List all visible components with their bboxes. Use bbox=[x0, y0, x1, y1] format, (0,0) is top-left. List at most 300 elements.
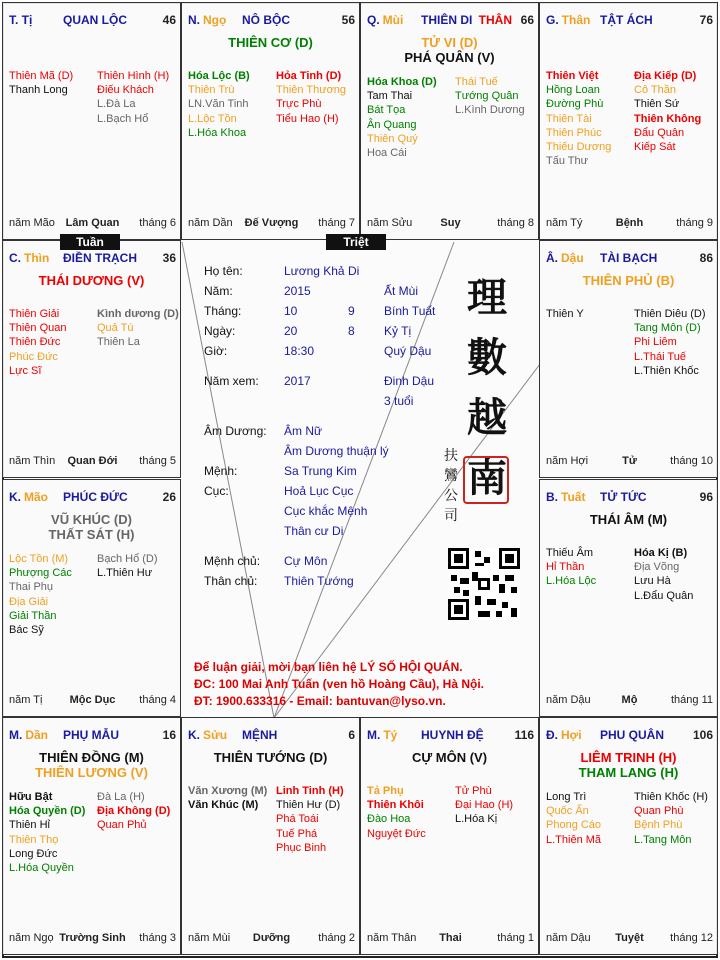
minor-star: L.Hóa Lộc bbox=[546, 575, 597, 588]
small-vertical-text: 扶鸞公司 bbox=[444, 448, 458, 524]
minor-star: Lực Sĩ bbox=[9, 364, 42, 377]
main-star: TỬ VI (D) bbox=[421, 35, 478, 50]
minor-star: Thiên Tài bbox=[546, 112, 592, 125]
cell-footer bbox=[9, 455, 176, 469]
hour-canchi: Quý Dậu bbox=[384, 344, 432, 358]
cell-footer bbox=[367, 217, 534, 231]
minor-star: Thai Phụ bbox=[9, 581, 54, 594]
minor-star: Linh Tinh (H) bbox=[276, 785, 344, 797]
minor-star: Địa Không (D) bbox=[97, 805, 171, 818]
cell-footer bbox=[9, 932, 176, 946]
left-stars bbox=[188, 784, 267, 812]
right-stars bbox=[634, 307, 706, 378]
view-year-canchi: Đinh Dậu bbox=[384, 374, 435, 388]
minor-star: Thiên Thương bbox=[276, 84, 347, 97]
main-stars bbox=[182, 35, 359, 50]
cell-header bbox=[546, 490, 713, 506]
palace-name: THIÊN DI bbox=[421, 13, 473, 27]
minor-star: Thái Tuế bbox=[455, 76, 498, 88]
life-stage: Tuyệt bbox=[615, 932, 644, 944]
calligraphy-char: 越 bbox=[467, 394, 507, 441]
life-stage: Mộc Dục bbox=[69, 694, 116, 706]
cycle-age: 16 bbox=[162, 728, 176, 742]
day-label: Ngày: bbox=[204, 324, 236, 338]
cycle-age: 86 bbox=[699, 251, 713, 265]
left-stars bbox=[367, 784, 426, 841]
minor-star: Tả Phụ bbox=[367, 785, 404, 797]
main-stars bbox=[3, 750, 180, 780]
right-stars bbox=[276, 69, 346, 126]
right-stars bbox=[455, 75, 525, 118]
cell-footer bbox=[9, 694, 176, 708]
cell-header bbox=[9, 13, 176, 29]
day-lunar: 8 bbox=[348, 324, 355, 338]
cell-month: tháng 7 bbox=[318, 217, 355, 229]
cell-year: năm Tị bbox=[9, 694, 43, 706]
minor-star: Thiên Mã (D) bbox=[9, 70, 74, 82]
main-star: THIÊN LƯƠNG (V) bbox=[35, 765, 148, 780]
month-canchi: Bính Tuất bbox=[384, 304, 436, 318]
main-stars bbox=[3, 512, 180, 542]
minor-star: Ân Quang bbox=[367, 118, 417, 131]
life-stage: Suy bbox=[440, 217, 461, 229]
minor-star: L.Hóa Quyền bbox=[9, 861, 74, 874]
palace-name: TẬT ÁCH bbox=[600, 13, 653, 27]
minor-star: Thiên Khốc (H) bbox=[634, 791, 708, 803]
right-stars bbox=[97, 790, 170, 833]
cell-year: năm Dậu bbox=[546, 932, 591, 944]
minor-star: Trực Phù bbox=[276, 98, 322, 111]
cell-footer bbox=[546, 694, 713, 708]
minor-star: L.Hóa Kị bbox=[455, 813, 498, 826]
minor-star: Quả Tú bbox=[97, 322, 134, 335]
cell-header bbox=[188, 728, 355, 744]
hour-label: Giờ: bbox=[204, 344, 228, 358]
cell-year: năm Mão bbox=[9, 217, 55, 229]
minor-star: Hóa Khoa (D) bbox=[367, 76, 437, 88]
minor-star: Hỉ Thần bbox=[546, 561, 585, 574]
cycle-age: 66 bbox=[520, 13, 534, 27]
view-age: 3 tuổi bbox=[384, 394, 414, 408]
minor-star: Thiên Quan bbox=[9, 322, 67, 335]
minor-star: Hoa Cái bbox=[367, 146, 407, 159]
main-stars bbox=[361, 35, 538, 65]
right-stars bbox=[455, 784, 513, 827]
earthly-branch: K. Sửu bbox=[188, 728, 228, 742]
minor-star: Thiên Không bbox=[634, 112, 702, 125]
minor-star: Tấu Thư bbox=[546, 155, 589, 168]
minor-star: Phúc Đức bbox=[9, 350, 58, 363]
minor-star: Phục Binh bbox=[276, 841, 327, 854]
minor-star: Bệnh Phù bbox=[634, 819, 683, 832]
cell-month: tháng 5 bbox=[139, 455, 176, 467]
life-stage: Lâm Quan bbox=[65, 217, 120, 229]
right-stars bbox=[634, 790, 708, 847]
cell-footer bbox=[188, 217, 355, 231]
cycle-age: 76 bbox=[699, 13, 713, 27]
qr-code-icon bbox=[448, 548, 520, 620]
minor-star: Thiên Hư (D) bbox=[276, 799, 341, 812]
minor-star: LN.Văn Tinh bbox=[188, 98, 249, 111]
minor-star: L.Thiên Mã bbox=[546, 833, 602, 846]
palace-name: QUAN LỘC bbox=[63, 13, 127, 27]
life-stage: Bệnh bbox=[615, 217, 644, 229]
cell-year: năm Tý bbox=[546, 217, 583, 229]
phone-email-line: ĐT: 1900.633316 - Email: bantuvan@lyso.vn. bbox=[194, 694, 446, 708]
cell-month: tháng 1 bbox=[497, 932, 534, 944]
palace-cell-mao bbox=[2, 479, 181, 717]
minor-star: Quan Phủ bbox=[97, 819, 147, 832]
year-value: 2015 bbox=[284, 284, 311, 298]
cell-year: năm Thân bbox=[367, 932, 417, 944]
minor-star: Nguyệt Đức bbox=[367, 827, 426, 840]
minor-star: Hữu Bật bbox=[9, 791, 53, 803]
minor-star: Văn Xương (M) bbox=[188, 785, 268, 797]
minor-star: Thiên Việt bbox=[546, 70, 599, 82]
cell-footer bbox=[188, 932, 355, 946]
main-star: THÁI ÂM (M) bbox=[589, 512, 668, 527]
cycle-age: 6 bbox=[348, 728, 355, 742]
minor-star: Tiểu Hao (H) bbox=[276, 112, 339, 125]
earthly-branch: T. Tị bbox=[9, 13, 33, 27]
left-stars bbox=[9, 552, 72, 637]
palace-name: HUYNH ĐỆ bbox=[421, 728, 484, 742]
amduong-value: Âm Nữ bbox=[284, 424, 323, 438]
main-star: LIÊM TRINH (H) bbox=[580, 750, 677, 765]
minor-star: Phong Cáo bbox=[546, 819, 602, 832]
address-line: ĐC: 100 Mai Anh Tuấn (ven hồ Hoàng Cầu), Hà Nội. bbox=[194, 677, 485, 691]
minor-star: L.Lộc Tồn bbox=[188, 112, 237, 125]
earthly-branch: C. Thìn bbox=[9, 251, 50, 265]
than-marker: THÂN bbox=[478, 13, 512, 27]
cell-month: tháng 11 bbox=[670, 694, 713, 706]
menh-label: Mệnh: bbox=[204, 464, 238, 478]
name-value: Lương Khả Di bbox=[284, 264, 360, 278]
cell-footer bbox=[546, 217, 713, 231]
cell-month: tháng 9 bbox=[676, 217, 713, 229]
minor-star: Hóa Kị (B) bbox=[634, 547, 688, 559]
minor-star: Phượng Các bbox=[9, 567, 72, 580]
earthly-branch: Đ. Hợi bbox=[546, 728, 582, 742]
minor-star: Thiên Phúc bbox=[546, 126, 602, 139]
right-stars bbox=[97, 307, 179, 350]
cell-month: tháng 2 bbox=[318, 932, 355, 944]
minor-star: Quan Phù bbox=[634, 805, 684, 818]
earthly-branch: M. Tý bbox=[367, 728, 398, 742]
cell-month: tháng 10 bbox=[670, 455, 713, 467]
life-stage: Quan Đới bbox=[67, 455, 118, 467]
palace-name: TỬ TỨC bbox=[600, 490, 647, 504]
cycle-age: 36 bbox=[162, 251, 176, 265]
tuan-tag: Tuần bbox=[60, 234, 120, 250]
minor-star: Thanh Long bbox=[9, 84, 68, 97]
cell-month: tháng 4 bbox=[139, 694, 176, 706]
main-stars bbox=[540, 512, 717, 527]
palace-name: TÀI BẠCH bbox=[600, 251, 658, 265]
cell-header bbox=[367, 13, 534, 29]
palace-name: ĐIỀN TRẠCH bbox=[63, 251, 137, 265]
cell-month: tháng 3 bbox=[139, 932, 176, 944]
life-stage: Tử bbox=[622, 455, 637, 467]
cell-footer bbox=[546, 932, 713, 946]
cell-footer bbox=[9, 217, 176, 231]
view-year-label: Năm xem: bbox=[204, 374, 259, 388]
hour-value: 18:30 bbox=[284, 344, 315, 358]
life-stage: Thai bbox=[439, 932, 462, 944]
main-stars bbox=[540, 750, 717, 780]
life-stage: Trường Sinh bbox=[59, 932, 126, 944]
minor-star: Phá Toái bbox=[276, 813, 319, 826]
triet-tag: Triệt bbox=[326, 234, 386, 250]
minor-star: Lưu Hà bbox=[634, 575, 671, 588]
cell-header bbox=[546, 13, 713, 29]
minor-star: L.Kình Dương bbox=[455, 104, 525, 117]
palace-cell-than bbox=[539, 2, 718, 240]
minor-star: Thiên Y bbox=[546, 308, 584, 320]
cuc-value: Hoả Lục Cục bbox=[284, 484, 354, 498]
life-stage: Mộ bbox=[621, 694, 638, 706]
earthly-branch: Â. Dậu bbox=[546, 251, 584, 265]
right-stars bbox=[97, 552, 158, 580]
amduong-label: Âm Dương: bbox=[204, 424, 267, 438]
minor-star: Đà La (H) bbox=[97, 791, 145, 803]
month-lunar: 9 bbox=[348, 304, 355, 318]
main-stars bbox=[3, 273, 180, 288]
minor-star: Địa Võng bbox=[634, 561, 680, 574]
minor-star: Thiên Khôi bbox=[367, 799, 424, 812]
minor-star: Điếu Khách bbox=[97, 84, 154, 97]
cell-year: năm Dậu bbox=[546, 694, 591, 706]
cycle-age: 46 bbox=[162, 13, 176, 27]
seal-stamp bbox=[463, 456, 509, 504]
main-star: CỰ MÔN (V) bbox=[411, 750, 488, 765]
left-stars bbox=[9, 790, 85, 875]
minor-star: Hỏa Tinh (D) bbox=[276, 70, 342, 82]
main-star: THIÊN PHỦ (B) bbox=[582, 273, 675, 288]
than-cu-note: Thân cư Di bbox=[284, 524, 344, 538]
minor-star: Kình dương (D) bbox=[97, 308, 179, 320]
left-stars bbox=[546, 546, 596, 589]
earthly-branch: M. Dần bbox=[9, 728, 49, 742]
cell-year: năm Hợi bbox=[546, 455, 589, 467]
palace-cell-dau bbox=[539, 240, 718, 478]
minor-star: Đường Phù bbox=[546, 98, 604, 111]
day-value: 20 bbox=[284, 324, 298, 338]
main-star: PHÁ QUÂN (V) bbox=[404, 50, 495, 65]
minor-star: Cô Thần bbox=[634, 84, 676, 97]
minor-star: Thiên Giải bbox=[9, 308, 60, 320]
minor-star: L.Hóa Khoa bbox=[188, 126, 247, 139]
minor-star: Đào Hoa bbox=[367, 813, 411, 826]
palace-cell-dan bbox=[2, 717, 181, 955]
right-stars bbox=[276, 784, 344, 855]
cell-year: năm Dần bbox=[188, 217, 233, 229]
minor-star: Tử Phù bbox=[455, 785, 492, 797]
left-stars bbox=[188, 69, 250, 140]
minor-star: L.Thiên Hư bbox=[97, 567, 153, 580]
cycle-age: 26 bbox=[162, 490, 176, 504]
main-star: VŨ KHÚC (D) bbox=[51, 512, 132, 527]
cuc-note: Cục khắc Mệnh bbox=[284, 504, 368, 518]
right-stars bbox=[97, 69, 169, 126]
earthly-branch: G. Thân bbox=[546, 13, 591, 27]
minor-star: Thiên Thọ bbox=[9, 833, 59, 846]
cell-year: năm Ngọ bbox=[9, 932, 54, 944]
main-stars bbox=[182, 750, 359, 765]
cell-month: tháng 6 bbox=[139, 217, 176, 229]
earthly-branch: B. Tuất bbox=[546, 490, 586, 504]
palace-cell-thin bbox=[2, 240, 181, 478]
minor-star: Thiên Sứ bbox=[634, 98, 680, 111]
view-year-value: 2017 bbox=[284, 374, 311, 388]
cell-header bbox=[367, 728, 534, 744]
left-stars bbox=[546, 69, 611, 168]
earthly-branch: K. Mão bbox=[9, 490, 48, 504]
minor-star: L.Đà La bbox=[97, 98, 136, 111]
minor-star: Tang Môn (D) bbox=[634, 322, 701, 335]
left-stars bbox=[367, 75, 437, 160]
minor-star: Tướng Quân bbox=[455, 90, 519, 103]
cycle-age: 106 bbox=[692, 728, 713, 742]
cell-header bbox=[188, 13, 355, 29]
minor-star: Lộc Tồn (M) bbox=[9, 553, 69, 565]
main-star: THẤT SÁT (H) bbox=[48, 527, 135, 542]
minor-star: L.Thái Tuế bbox=[634, 350, 686, 363]
left-stars bbox=[546, 790, 601, 847]
minor-star: Thiên Đức bbox=[9, 336, 61, 349]
main-star: THIÊN ĐỒNG (M) bbox=[39, 750, 144, 765]
minor-star: Long Đức bbox=[9, 847, 58, 860]
main-star: THIÊN TƯỚNG (D) bbox=[213, 750, 328, 765]
palace-name: PHỤ MẪU bbox=[63, 728, 119, 742]
cell-header bbox=[9, 728, 176, 744]
menh-chu-value: Cự Môn bbox=[284, 554, 328, 568]
left-stars bbox=[546, 307, 584, 321]
earthly-branch: N. Ngọ bbox=[188, 13, 227, 27]
palace-cell-suu bbox=[181, 717, 360, 955]
palace-cell-tuat bbox=[539, 479, 718, 717]
minor-star: Địa Kiếp (D) bbox=[634, 70, 697, 82]
minor-star: Thiên La bbox=[97, 336, 140, 349]
minor-star: Thiếu Dương bbox=[546, 140, 612, 153]
month-value: 10 bbox=[284, 304, 298, 318]
cell-header bbox=[546, 728, 713, 744]
cell-month: tháng 8 bbox=[497, 217, 534, 229]
minor-star: Bác Sỹ bbox=[9, 623, 44, 636]
month-label: Tháng: bbox=[204, 304, 242, 318]
palace-cell-ti bbox=[2, 2, 181, 240]
name-label: Họ tên: bbox=[204, 264, 243, 278]
minor-star: Địa Giải bbox=[9, 595, 49, 608]
main-star: THAM LANG (H) bbox=[578, 765, 679, 780]
main-star: THÁI DƯƠNG (V) bbox=[38, 273, 145, 288]
minor-star: Thiên Quý bbox=[367, 132, 418, 145]
minor-star: Thiên Hỉ bbox=[9, 819, 50, 832]
earthly-branch: Q. Mùi bbox=[367, 13, 404, 27]
cell-footer bbox=[546, 455, 713, 469]
calligraphy-char: 南 bbox=[467, 454, 507, 501]
left-stars bbox=[9, 307, 66, 378]
minor-star: Phi Liêm bbox=[634, 336, 677, 349]
minor-star: Quốc Ấn bbox=[546, 805, 589, 818]
than-chu-label: Thân chủ: bbox=[204, 574, 258, 588]
palace-cell-ngo bbox=[181, 2, 360, 240]
cuc-label: Cục: bbox=[204, 484, 229, 498]
minor-star: Hồng Loan bbox=[546, 84, 600, 97]
palace-cell-ty bbox=[360, 717, 539, 955]
day-canchi: Kỷ Tị bbox=[384, 324, 412, 338]
palace-cell-hoi bbox=[539, 717, 718, 955]
cycle-age: 56 bbox=[341, 13, 355, 27]
minor-star: Thiên Diêu (D) bbox=[634, 308, 706, 320]
minor-star: Bạch Hổ (D) bbox=[97, 553, 158, 565]
center-info-panel bbox=[180, 240, 538, 716]
life-stage: Đế Vượng bbox=[244, 217, 299, 229]
cell-header bbox=[546, 251, 713, 267]
right-stars bbox=[634, 69, 701, 154]
minor-star: Tuế Phá bbox=[276, 827, 318, 840]
contact-line: Để luận giải, mời bạn liên hệ LÝ SỐ HỘI QUÁN. bbox=[194, 660, 463, 674]
cell-header bbox=[9, 490, 176, 506]
minor-star: L.Tang Môn bbox=[634, 833, 692, 846]
menh-chu-label: Mệnh chủ: bbox=[204, 554, 261, 568]
main-stars bbox=[361, 750, 538, 765]
than-chu-value: Thiên Tướng bbox=[284, 574, 354, 588]
palace-name: PHU QUÂN bbox=[600, 728, 665, 742]
minor-star: Long Trì bbox=[546, 791, 587, 803]
cell-year: năm Sửu bbox=[367, 217, 413, 229]
palace-name: PHÚC ĐỨC bbox=[63, 490, 128, 504]
minor-star: Thiên Hình (H) bbox=[97, 70, 170, 82]
amduong-note: Âm Dương thuận lý bbox=[284, 444, 389, 458]
palace-name: NÔ BỘC bbox=[242, 13, 290, 27]
life-stage: Dưỡng bbox=[252, 932, 291, 944]
minor-star: L.Thiên Khốc bbox=[634, 364, 699, 377]
year-label: Năm: bbox=[204, 284, 233, 298]
minor-star: Bát Tọa bbox=[367, 104, 406, 117]
minor-star: Hóa Quyền (D) bbox=[9, 805, 86, 818]
cell-header bbox=[9, 251, 176, 267]
main-stars bbox=[540, 273, 717, 288]
minor-star: Văn Khúc (M) bbox=[188, 799, 259, 812]
year-canchi: Ất Mùi bbox=[384, 284, 419, 298]
minor-star: Giải Thần bbox=[9, 609, 57, 622]
palace-cell-mui bbox=[360, 2, 539, 240]
minor-star: Hóa Lộc (B) bbox=[188, 70, 250, 82]
minor-star: Thiếu Âm bbox=[546, 547, 594, 559]
minor-star: Đại Hao (H) bbox=[455, 799, 514, 812]
cell-year: năm Mùi bbox=[188, 932, 231, 944]
minor-star: L.Bạch Hổ bbox=[97, 112, 149, 125]
calligraphy-char: 數 bbox=[467, 334, 507, 381]
minor-star: Đẩu Quân bbox=[634, 126, 685, 139]
menh-value: Sa Trung Kim bbox=[284, 464, 357, 478]
cycle-age: 96 bbox=[699, 490, 713, 504]
cell-footer bbox=[367, 932, 534, 946]
main-star: THIÊN CƠ (D) bbox=[228, 35, 313, 50]
palace-name: MỆNH bbox=[242, 728, 278, 742]
right-stars bbox=[634, 546, 693, 603]
minor-star: Thiên Trù bbox=[188, 84, 235, 97]
cell-year: năm Thìn bbox=[9, 455, 56, 467]
minor-star: Kiếp Sát bbox=[634, 140, 676, 153]
minor-star: L.Đẩu Quân bbox=[634, 589, 694, 602]
left-stars bbox=[9, 69, 73, 97]
cell-month: tháng 12 bbox=[670, 932, 713, 944]
minor-star: Tam Thai bbox=[367, 90, 413, 103]
calligraphy-char: 理 bbox=[467, 274, 507, 321]
cycle-age: 116 bbox=[514, 728, 534, 742]
